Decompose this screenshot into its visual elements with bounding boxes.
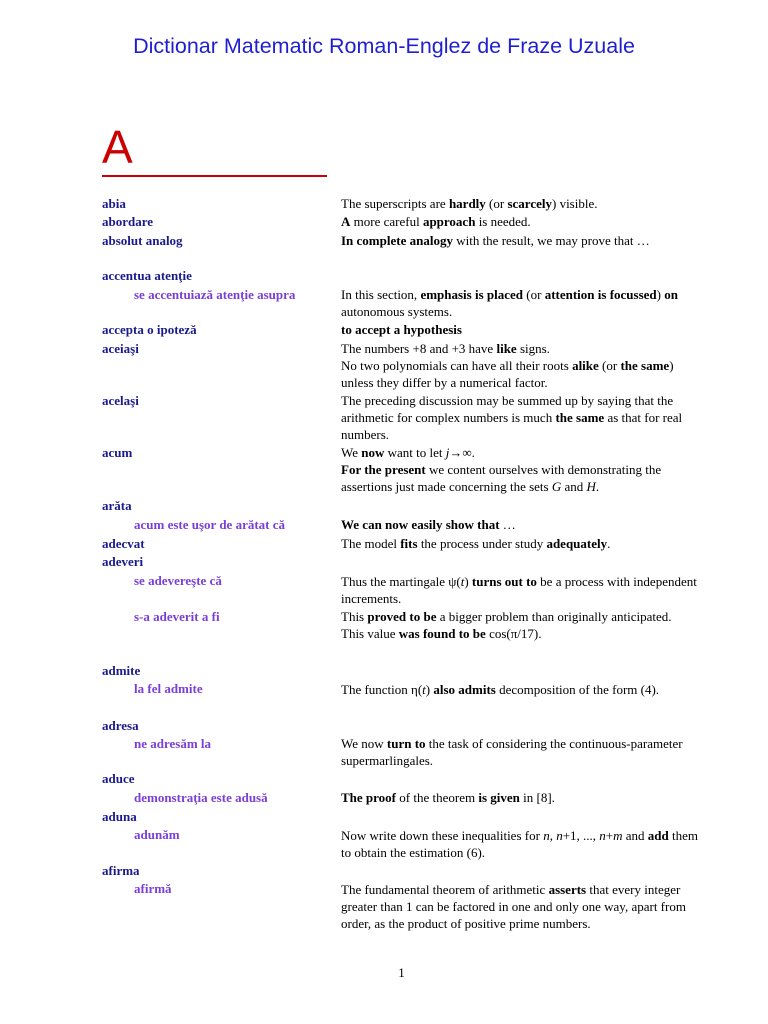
example-text: This proved to be a bigger problem than originally anticipated. This value was found to be cos(π/17). xyxy=(341,609,672,641)
page-number: 1 xyxy=(398,965,405,980)
example-text: to accept a hypothesis xyxy=(341,322,462,337)
headword: absolut analog xyxy=(102,233,183,248)
headword: abia xyxy=(102,196,126,211)
subentry: adunăm xyxy=(134,827,180,842)
subentry: ne adresăm la xyxy=(134,736,212,751)
example-text: We now turn to the task of considering the continuous-parameter supermarlingales. xyxy=(341,736,683,768)
headword: aduna xyxy=(102,809,137,824)
example-text: The superscripts are hardly (or scarcely) visible. xyxy=(341,196,598,211)
subentry: la fel admite xyxy=(134,681,203,696)
headword: adresa xyxy=(102,718,139,733)
example-text: The model fits the process under study adequately. xyxy=(341,536,611,551)
document-title: Dictionar Matematic Roman-Englez de Fraze Uzuale xyxy=(133,34,635,58)
example-text: The function η(t) also admits decomposition of the form (4). xyxy=(341,682,660,697)
headword: acelaşi xyxy=(102,393,139,408)
headword: admite xyxy=(102,663,141,678)
section-divider xyxy=(102,175,327,177)
headword: acum xyxy=(102,445,133,460)
headword: afirma xyxy=(102,863,140,878)
headword: adeveri xyxy=(102,554,144,569)
subentry: se adevereşte că xyxy=(134,573,222,588)
example-text: Now write down these inequalities for n, n+1, ..., n+m and add them to obtain the estimation (6). xyxy=(341,828,699,860)
example-text: In this section, emphasis is placed (or attention is focussed) on autonomous systems. xyxy=(341,287,678,319)
example-text: The numbers +8 and +3 have like signs. No two polynomials can have all their roots alike (or the same) unless they differ by a numerical factor. xyxy=(341,341,674,390)
headword: accentua atenţie xyxy=(102,268,192,283)
headword: accepta o ipoteză xyxy=(102,322,197,337)
example-text: Thus the martingale ψ(t) turns out to be a process with independent increments. xyxy=(341,574,697,606)
example-text: The preceding discussion may be summed up by saying that the arithmetic for complex numbers is much the same as that for real numbers. xyxy=(341,393,683,442)
example-text: The proof of the theorem is given in [8]. xyxy=(341,790,555,805)
headword: aduce xyxy=(102,771,135,786)
headword: abordare xyxy=(102,214,154,229)
example-text: In complete analogy with the result, we may prove that … xyxy=(341,233,650,248)
subentry: s-a adeverit a fi xyxy=(134,609,220,624)
subentry: acum este uşor de arătat că xyxy=(134,517,286,532)
section-letter: A xyxy=(102,121,133,173)
example-text: We can now easily show that … xyxy=(341,517,516,532)
subentry: demonstraţia este adusă xyxy=(134,790,268,805)
headword: aceiaşi xyxy=(102,341,139,356)
headword: arăta xyxy=(102,498,132,513)
example-text: A more careful approach is needed. xyxy=(341,214,531,229)
subentry: se accentuiază atenţie asupra xyxy=(134,287,296,302)
subentry: afirmă xyxy=(134,881,172,896)
example-text: The fundamental theorem of arithmetic asserts that every integer greater than 1 can be factored in one and only one way, apart from order, as the product of positive prime numbers. xyxy=(341,882,686,931)
headword: adecvat xyxy=(102,536,145,551)
example-text: We now want to let j→∞. For the present we content ourselves with demonstrating the assertions just made concerning the sets G and H. xyxy=(341,445,662,494)
